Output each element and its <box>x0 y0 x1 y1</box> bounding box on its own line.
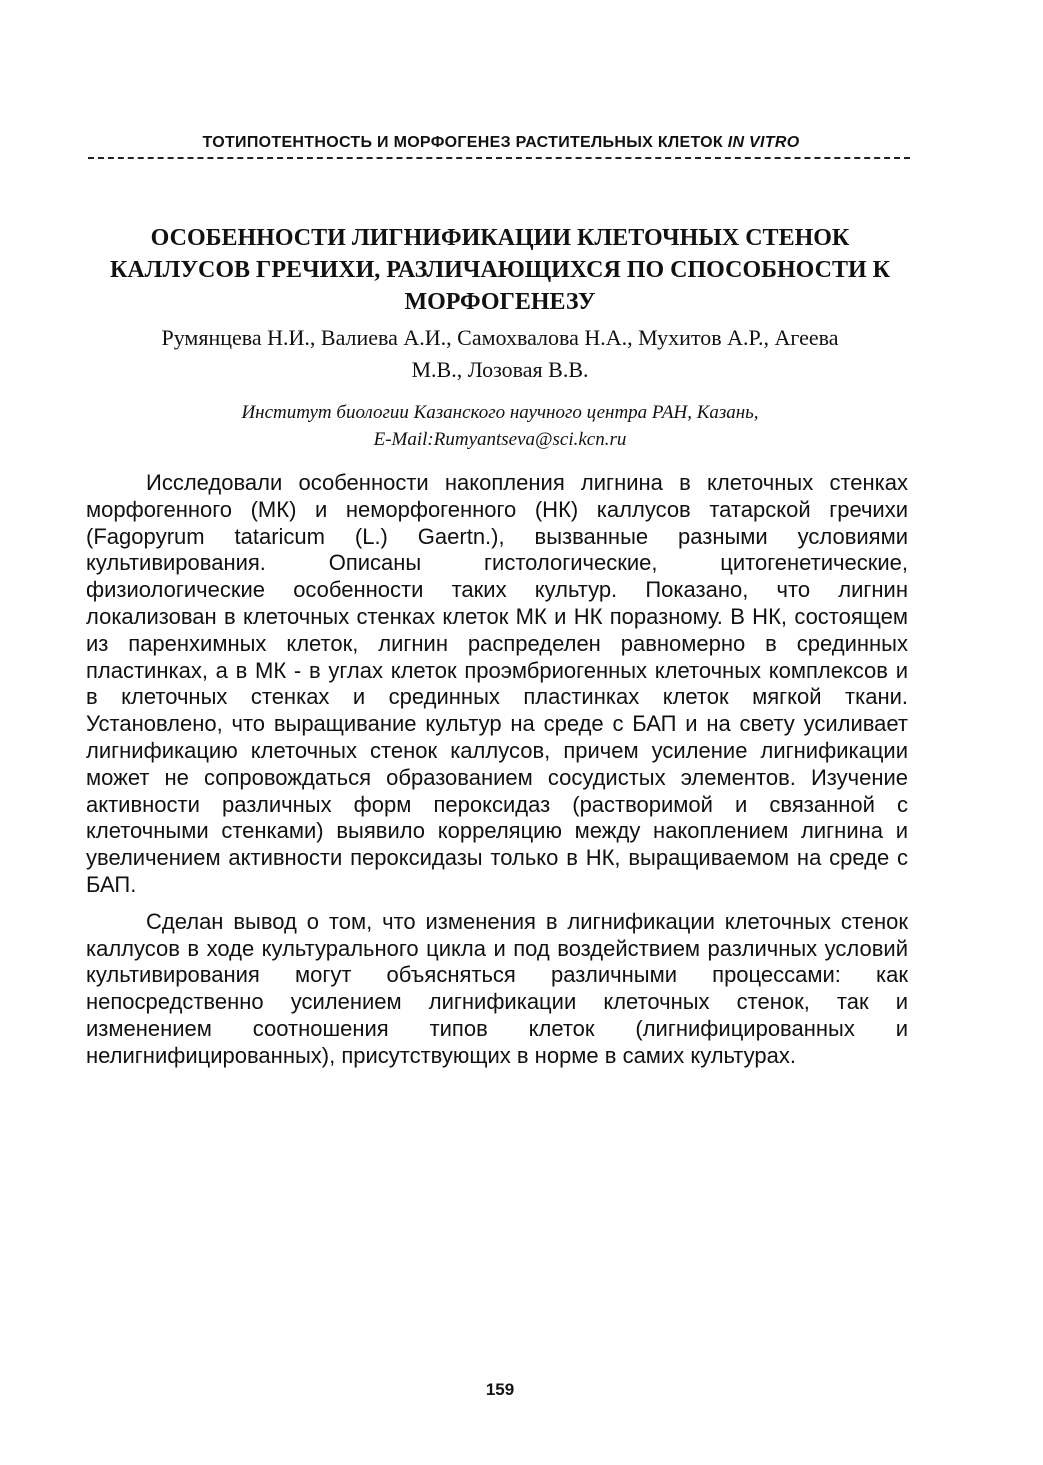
authors-line-2: М.В., Лозовая В.В. <box>411 357 589 382</box>
title-line-1: ОСОБЕННОСТИ ЛИГНИФИКАЦИИ КЛЕТОЧНЫХ СТЕНОК <box>150 225 850 251</box>
page-number: 159 <box>485 1380 515 1399</box>
affiliation-email: E-Mail:Rumyantseva@sci.kcn.ru <box>373 429 627 450</box>
authors <box>110 322 890 386</box>
running-header <box>92 134 910 152</box>
running-header-text: ТОТИПОТЕНТНОСТЬ И МОРФОГЕНЕЗ РАСТИТЕЛЬНЫХ КЛЕТОК <box>202 134 728 151</box>
article-title <box>100 222 900 318</box>
affiliation <box>110 399 890 453</box>
title-line-3: МОРФОГЕНЕЗУ <box>404 289 596 315</box>
running-header-italic: IN VITRO <box>727 134 800 151</box>
abstract-body <box>86 470 908 1080</box>
header-rule <box>88 157 910 159</box>
paragraph-1: Исследовали особенности накопления лигнина в клеточных стенках морфогенного (МК) и неморфогенного (НК) каллусов татарской гречихи (Fagopyrum tataricum (L.) Gaertn.), вызванные разными условиями культивирования. Описаны гистологические, цитогенетические, физиологические особенности таких культур. Показано, что лигнин локализован в клеточных стенках клеток МК и НК поразному. В НК, состоящем из паренхимных клеток, лигнин распределен равномерно в срединных пластинках, а в МК - в углах клеток проэмбриогенных клеточных комплексов и в клеточных стенках и срединных пластинках клеток мягкой ткани. Установлено, что выращивание культур на среде с БАП и на свету усиливает лигнификацию клеточных стенок каллусов, причем усиление лигнификации может не сопровождаться образованием сосудистых элементов. Изучение активности различных форм пероксидаз (растворимой и связанной с клеточными стенками) выявило корреляцию между накоплением лигнина и увеличением активности пероксидазы только в НК, выращиваемом на среде с БАП. <box>86 470 908 897</box>
title-line-2: КАЛЛУСОВ ГРЕЧИХИ, РАЗЛИЧАЮЩИХСЯ ПО СПОСОБНОСТИ К <box>109 257 891 283</box>
authors-line-1: Румянцева Н.И., Валиева А.И., Самохвалова Н.А., Мухитов А.Р., Агеева <box>161 325 839 350</box>
paragraph-2: Сделан вывод о том, что изменения в лигнификации клеточных стенок каллусов в ходе культурального цикла и под воздействием различных условий культивирования могут объясняться различными процессами: как непосредственно усилением лигнификации клеточных стенок, так и изменением соотношения типов клеток (лигнифицированных и нелигнифицированных), присутствующих в норме в самих культурах. <box>86 908 908 1068</box>
affiliation-line-1: Институт биологии Казанского научного центра РАН, Казань, <box>241 402 759 423</box>
